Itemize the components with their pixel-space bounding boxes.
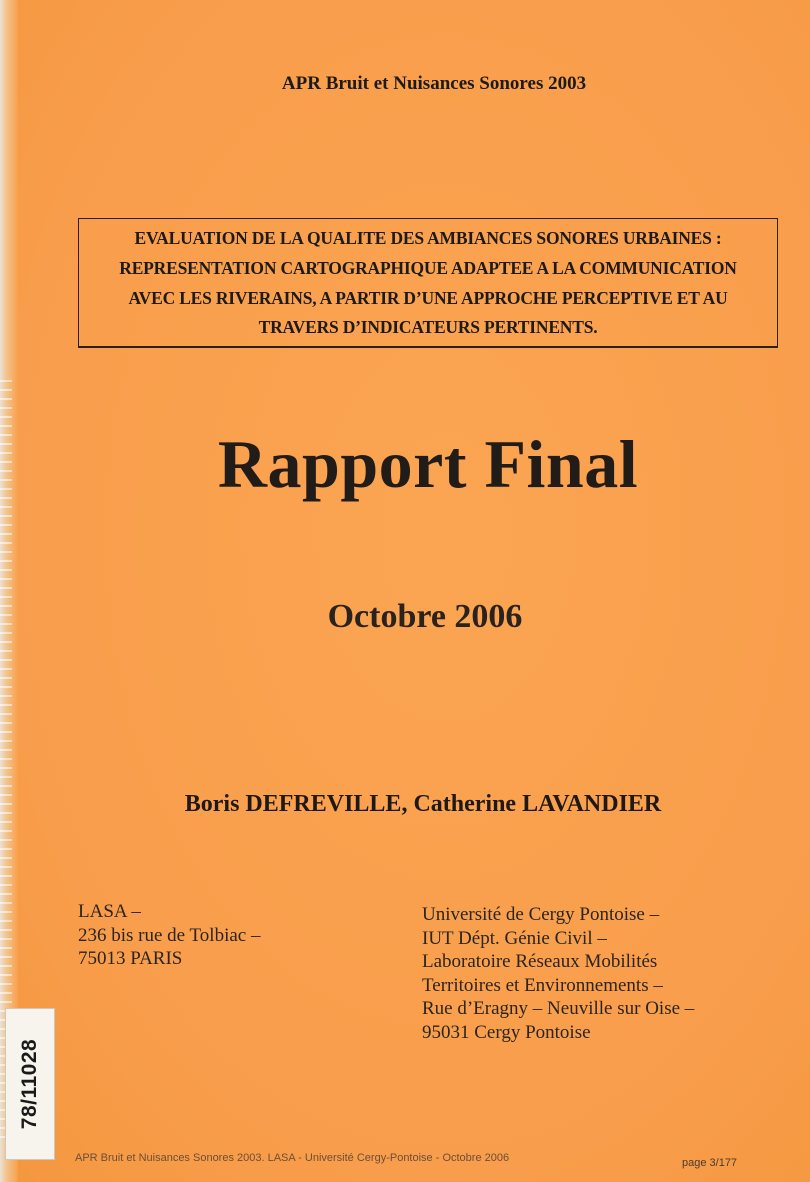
project-title-line: REPRESENTATION CARTOGRAPHIQUE ADAPTEE A LA COMMUNICATION <box>119 258 737 278</box>
address-line: Territoires et Environnements – <box>422 974 663 996</box>
address-line: 95031 Cergy Pontoise <box>422 1021 591 1043</box>
address-lasa <box>78 900 260 971</box>
library-call-number-label <box>5 1008 55 1160</box>
project-title-line: AVEC LES RIVERAINS, A PARTIR D’UNE APPROCHE PERCEPTIVE ET AU <box>128 288 728 308</box>
address-university <box>422 903 694 1044</box>
page-footer: APR Bruit et Nuisances Sonores 2003. LASA - Université Cergy-Pontoise - Octobre 2006 <box>75 1152 510 1164</box>
project-title-line: EVALUATION DE LA QUALITE DES AMBIANCES SONORES URBAINES : <box>134 228 722 248</box>
program-header: APR Bruit et Nuisances Sonores 2003 <box>281 73 587 94</box>
report-date: Octobre 2006 <box>327 598 523 635</box>
address-line: 75013 PARIS <box>78 948 183 969</box>
address-line: 236 bis rue de Tolbiac – <box>78 924 261 946</box>
address-line: Rue d’Eragny – Neuville sur Oise – <box>422 998 695 1019</box>
address-line: IUT Dépt. Génie Civil – <box>422 927 607 949</box>
page-number: page 3/177 <box>682 1157 738 1169</box>
report-authors: Boris DEFREVILLE, Catherine LAVANDIER <box>184 791 662 817</box>
project-title-line: TRAVERS D’INDICATEURS PERTINENTS. <box>258 317 598 337</box>
address-line: Université de Cergy Pontoise – <box>422 904 660 925</box>
address-line: LASA – <box>78 901 141 922</box>
book-binding-edge <box>0 0 18 1182</box>
address-line: Laboratoire Réseaux Mobilités <box>422 951 658 972</box>
report-title: Rapport Final <box>217 426 639 502</box>
call-number: 78/11028 <box>18 1038 41 1130</box>
